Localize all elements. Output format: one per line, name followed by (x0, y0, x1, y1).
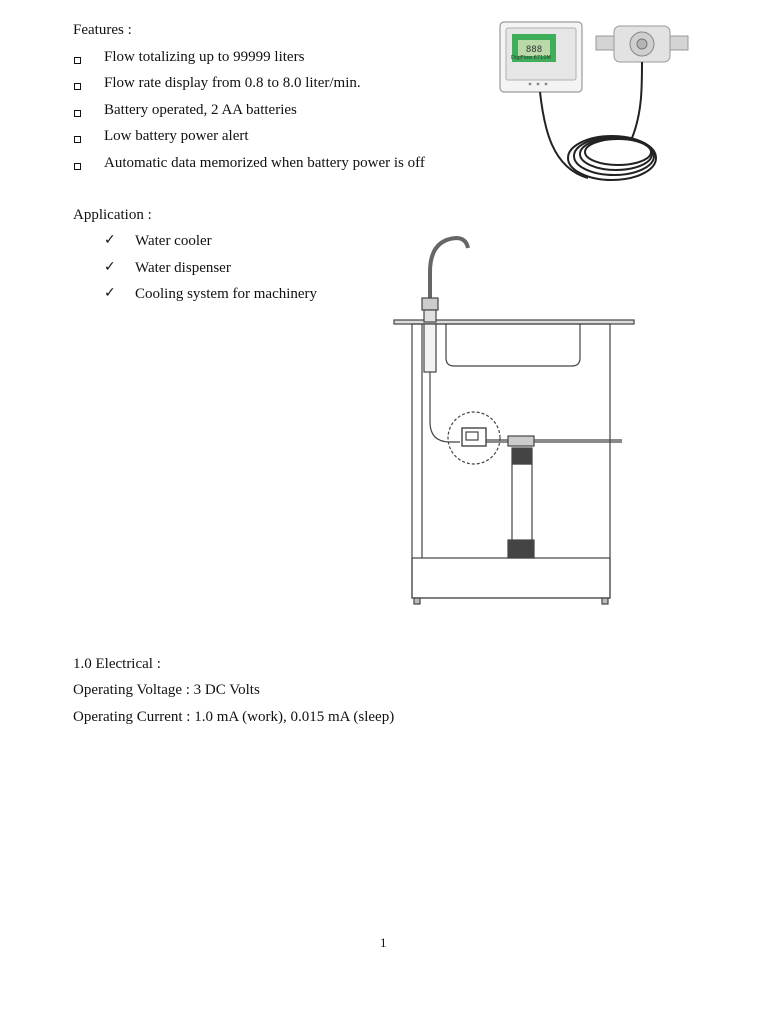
product-brand-label: DigiFlow 6710M (511, 55, 551, 61)
operating-voltage: Operating Voltage : 3 DC Volts (73, 682, 260, 698)
square-bullet-icon (74, 136, 81, 143)
application-item: Cooling system for machinery (135, 286, 318, 302)
feature-item: Battery operated, 2 AA batteries (104, 102, 297, 118)
feature-item: Flow rate display from 0.8 to 8.0 liter/min. (104, 75, 361, 91)
page-number: 1 (380, 935, 387, 950)
square-bullet-icon (74, 163, 81, 170)
application-item: Water dispenser (135, 260, 231, 276)
application-item: Water cooler (135, 233, 212, 249)
feature-item: Low battery power alert (104, 128, 249, 144)
features-heading: Features : (73, 22, 132, 38)
square-bullet-icon (74, 110, 81, 117)
checkmark-icon: ✓ (104, 285, 116, 301)
installation-diagram (390, 232, 638, 608)
feature-item: Automatic data memorized when battery power is off (104, 155, 425, 171)
square-bullet-icon (74, 83, 81, 90)
square-bullet-icon (74, 57, 81, 64)
flow-meter-product-image (492, 18, 702, 190)
checkmark-icon: ✓ (104, 259, 116, 275)
feature-item: Flow totalizing up to 99999 liters (104, 49, 305, 65)
electrical-heading: 1.0 Electrical : (73, 656, 161, 672)
checkmark-icon: ✓ (104, 232, 116, 248)
application-heading: Application : (73, 207, 152, 223)
operating-current: Operating Current : 1.0 mA (work), 0.015 mA (sleep) (73, 709, 395, 725)
svg-text:888: 888 (525, 45, 543, 55)
